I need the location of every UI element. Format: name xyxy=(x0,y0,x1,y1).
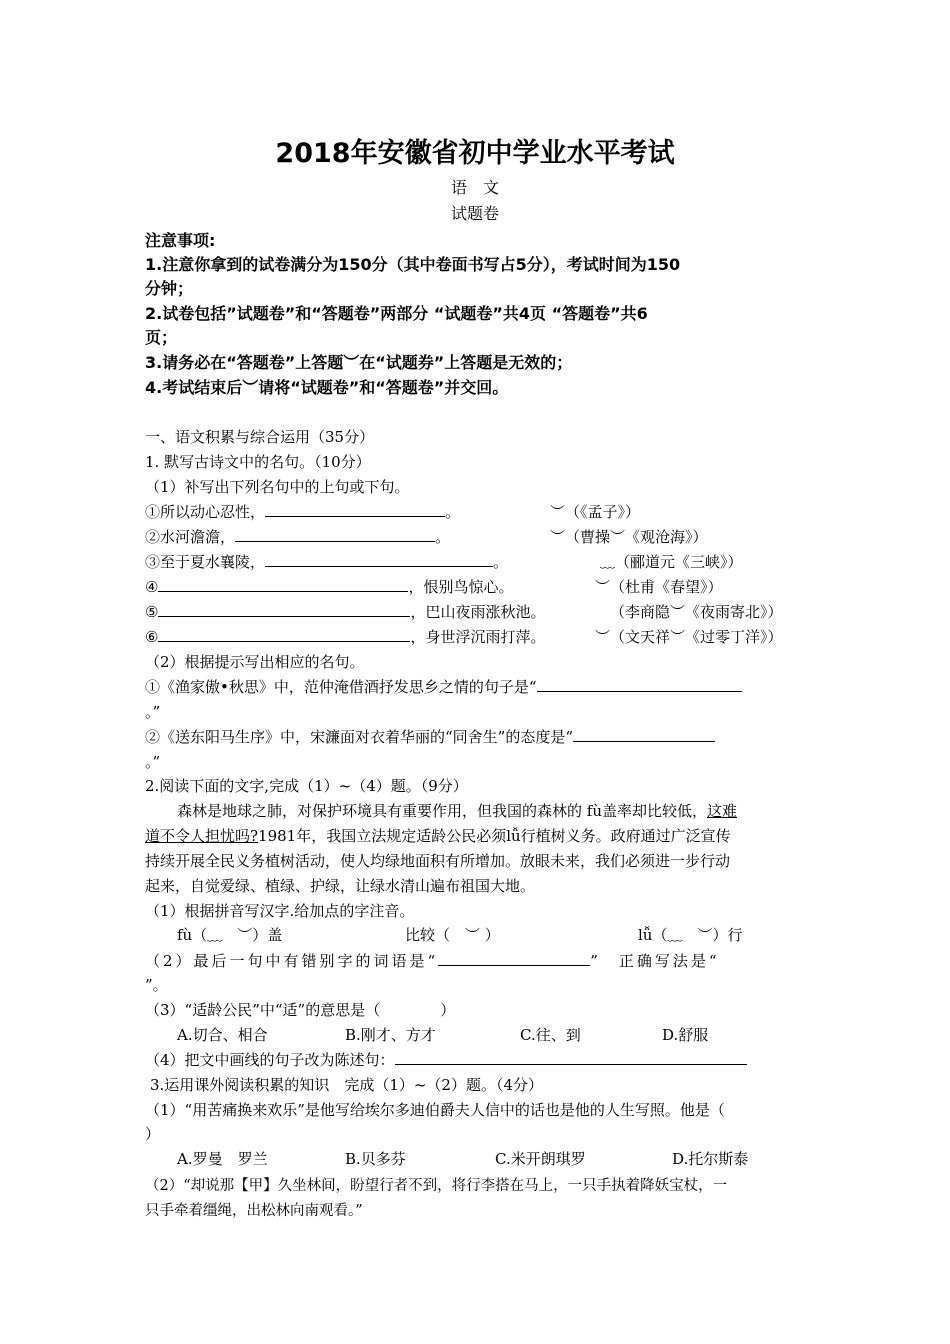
q3-sub2-cont: 只手牵着缰绳，出松林向南观看。” xyxy=(145,1203,363,1219)
pinyin-item: lǚ（﹏ ︶）行 xyxy=(638,926,743,944)
q1-line-5: ⑤ ，巴山夜雨涨秋池。 xyxy=(145,603,546,621)
pinyin-item: 比较（ ︶ ） xyxy=(405,926,500,944)
q3-sub1: （1）“用苦痛换来欢乐”是他写给埃尔多迪伯爵夫人信中的话也是他的人生写照。他是（ xyxy=(145,1101,725,1119)
q1-prompt-1: ①《渔家傲•秋思》中，范仲淹借酒抒发思乡之情的句子是“ xyxy=(145,676,742,697)
answer-blank[interactable] xyxy=(158,577,408,592)
option: C.米开朗琪罗 xyxy=(495,1150,586,1168)
q2-sub2-end: ”。 xyxy=(145,976,168,994)
q1-prompt-2: ②《送东阳马生序》中，宋濂面对衣着华丽的“同舍生”的态度是“ xyxy=(145,726,715,747)
question-1-heading: 1. 默写古诗文中的名句。（10分） xyxy=(145,453,371,471)
answer-blank[interactable] xyxy=(265,552,493,567)
q1-sub2: （2）根据提示写出相应的名句。 xyxy=(145,653,365,671)
answer-blank[interactable] xyxy=(395,1050,747,1065)
passage-line: 起来，自觉爱绿、植绿、护绿，让绿水清山遍布祖国大地。 xyxy=(145,877,536,895)
q1-sub1: （1）补写出下列名句中的上句或下句。 xyxy=(145,478,410,496)
option: A.切合、相合 xyxy=(177,1026,268,1044)
answer-blank[interactable] xyxy=(158,602,410,617)
q1-line-4-source: ︶（杜甫《春望》） xyxy=(595,578,723,596)
q1-line-2: ②水河澹澹， 。 xyxy=(145,528,451,546)
option: B.贝多芬 xyxy=(345,1150,406,1168)
note-line: 2.试卷包括”试题卷”和“答题卷”两部分 “试题卷”共4页 “答题卷”共6 xyxy=(145,304,648,323)
option: D.托尔斯泰 xyxy=(672,1150,749,1168)
answer-blank[interactable] xyxy=(235,527,435,542)
q3-sub1-end: ） xyxy=(145,1125,161,1143)
q3-sub2: （2）“却说那【甲】久坐林间，盼望行者不到，将行李搭在马上，一只手执着降妖宝杖，一 xyxy=(145,1178,728,1194)
option: D.舒服 xyxy=(662,1026,709,1044)
q1-prompt-2-end: 。” xyxy=(145,753,161,771)
passage-line: 持续开展全民义务植树活动，使人均绿地面积有所增加。放眼未来，我们必须进一步行动 xyxy=(145,852,731,870)
answer-blank[interactable] xyxy=(438,951,590,966)
q1-line-3: ③至于夏水襄陵， 。 xyxy=(145,553,509,571)
q2-sub2: （2）最后一句中有错别字的词语是“ ” 正确写法是“ xyxy=(145,952,720,970)
passage-line: 道不令人担忧吗?1981年，我国立法规定适龄公民必须lǚ行植树义务。政府通过广泛宣传 xyxy=(145,827,731,845)
notes-heading: 注意事项: xyxy=(145,231,216,250)
q2-sub4: （4）把文中画线的句子改为陈述句： xyxy=(145,1049,747,1070)
booklet-label: 试题卷 xyxy=(450,204,499,223)
answer-blank[interactable] xyxy=(158,627,410,642)
exam-title: 2018年安徽省初中学业水平考试 xyxy=(275,138,675,169)
note-line: 分钟； xyxy=(145,279,194,298)
note-line: 4.考试结束后︶请将“试题卷”和“答题卷”并交回。 xyxy=(145,378,509,397)
underlined-sentence: 这难 xyxy=(706,802,737,820)
option: C.往、到 xyxy=(520,1026,581,1044)
note-line: 页； xyxy=(145,328,178,347)
q1-line-1-source: ︶（《孟子》） xyxy=(550,503,641,521)
subject-label: 语 文 xyxy=(450,178,499,197)
option: B.刚才、方才 xyxy=(345,1026,436,1044)
section-heading: 一、语文积累与综合运用（35分） xyxy=(145,428,375,446)
note-line: 3.请务必在“答题卷”上答题︶在“试题券”上答题是无效的； xyxy=(145,353,573,372)
answer-blank[interactable] xyxy=(573,727,715,742)
q1-line-3-source: ﹏（郦道元《三峡》） xyxy=(600,553,743,571)
pinyin-item: fù（﹏ ︶）盖 xyxy=(177,926,283,944)
q1-line-6-source: ︶（文天祥︶《过零丁洋》） xyxy=(595,628,783,646)
q2-sub3: （3）“适龄公民”中“适”的意思是（ ） xyxy=(145,1001,456,1019)
note-line: 1.注意你拿到的试卷满分为150分（其中卷面书写占5分），考试时间为150 xyxy=(145,255,681,274)
q1-line-1: ①所以动心忍性， 。 xyxy=(145,503,461,521)
passage-line: 森林是地球之肺，对保护环境具有重要作用，但我国的森林的 fù盖率却比较低，这难 xyxy=(177,802,737,820)
answer-blank[interactable] xyxy=(537,677,742,692)
question-2-heading: 2.阅读下面的文字,完成（1）~（4）题。（9分） xyxy=(145,777,468,795)
q2-sub1: （1）根据拼音写汉字.给加点的字注音。 xyxy=(145,902,415,920)
q1-line-2-source: ︶（曹操︶《观沧海》） xyxy=(550,528,708,546)
option: A.罗曼 罗兰 xyxy=(177,1150,268,1168)
underlined-sentence: 道不令人担忧吗? xyxy=(145,827,259,845)
q1-line-6: ⑥ ，身世浮沉雨打萍。 xyxy=(145,628,546,646)
q1-prompt-1-end: 。” xyxy=(145,703,161,721)
answer-blank[interactable] xyxy=(265,502,445,517)
q1-line-5-source: （李商隐︶《夜雨寄北》） xyxy=(610,603,783,621)
q1-line-4: ④ ，恨别鸟惊心。 xyxy=(145,578,514,596)
question-3-heading: 3.运用课外阅读积累的知识 完成（1）~（2）题。（4分） xyxy=(150,1076,544,1094)
